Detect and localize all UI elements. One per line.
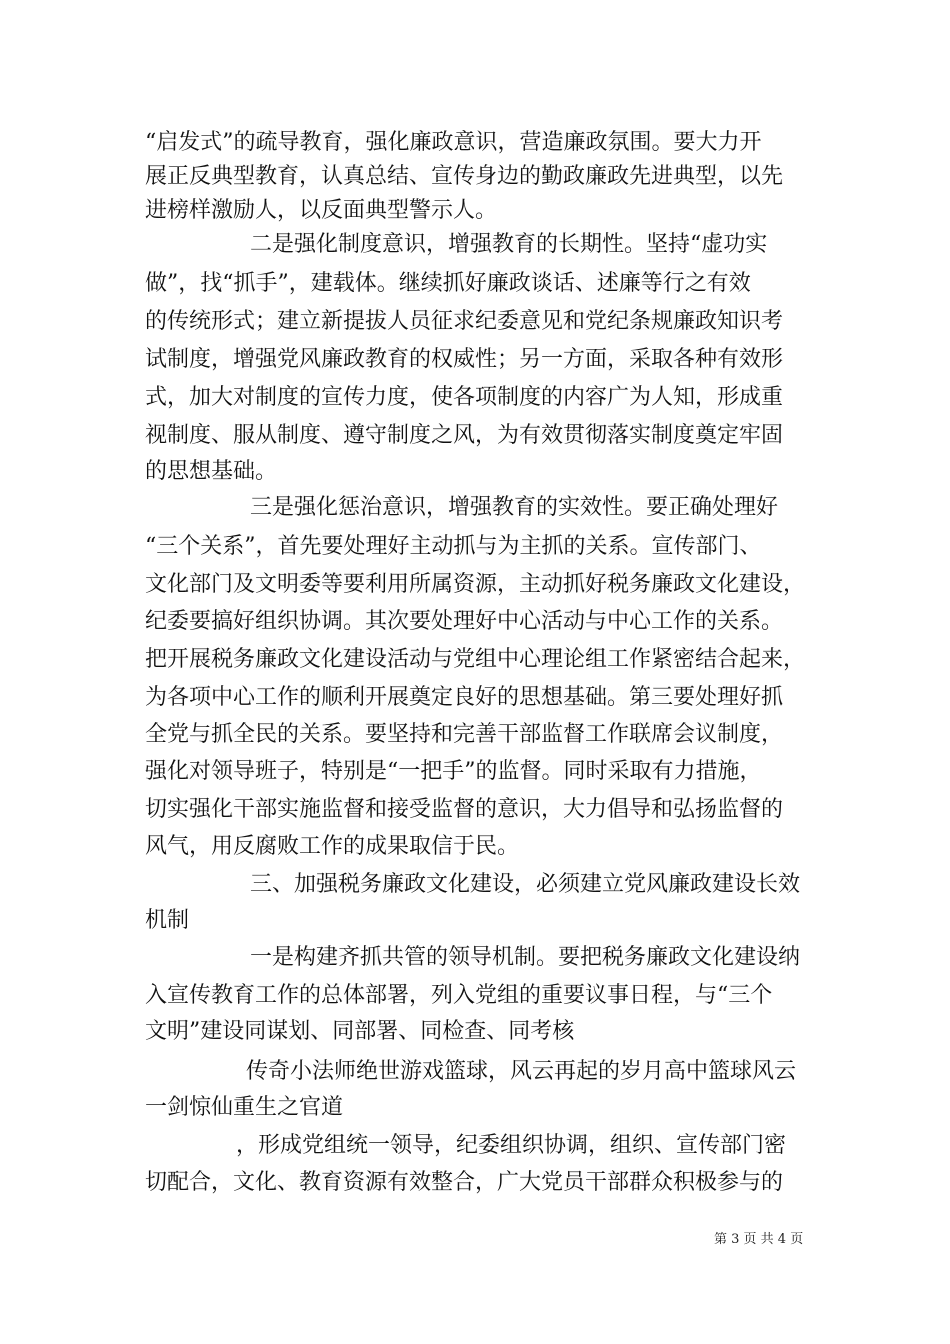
text-line: 做”，找“抓手”，建载体。继续抓好廉政谈话、述廉等行之有效: [145, 271, 751, 296]
text-line: 入宣传教育工作的总体部署，列入党组的重要议事日程，与“三个: [145, 983, 773, 1008]
text-line: 文明”建设同谋划、同部署、同检查、同考核: [145, 1019, 575, 1044]
text-line: “启发式”的疏导教育，强化廉政意识，营造廉政氛围。要大力开: [145, 130, 762, 155]
text-line: 把开展税务廉政文化建设活动与党组中心理论组工作紧密结合起来，: [145, 647, 806, 672]
page-number-footer: 第 3 页 共 4 页: [714, 1232, 804, 1247]
text-line: 纪委要搞好组织协调。其次要处理好中心活动与中心工作的关系。: [145, 609, 784, 634]
text-line: 的传统形式；建立新提拔人员征求纪委意见和党纪条规廉政知识考: [145, 309, 784, 334]
text-line: 三是强化惩治意识，增强教育的实效性。要正确处理好: [250, 495, 779, 520]
text-line: 式，加大对制度的宣传力度，使各项制度的内容广为人知，形成重: [145, 385, 784, 410]
text-line: 一是构建齐抓共管的领导机制。要把税务廉政文化建设纳: [250, 945, 801, 970]
section-heading: 机制: [145, 908, 190, 933]
text-line: 传奇小法师绝世游戏篮球，风云再起的岁月高中篮球风云: [246, 1059, 797, 1084]
text-line: 切配合，文化、教育资源有效整合，广大党员干部群众积极参与的: [145, 1170, 784, 1195]
text-line: 为各项中心工作的顺利开展奠定良好的思想基础。第三要处理好抓: [145, 685, 784, 710]
text-line: 一剑惊仙重生之官道: [145, 1095, 344, 1120]
text-line: ，形成党组统一领导，纪委组织协调，组织、宣传部门密: [236, 1133, 787, 1158]
section-heading: 三、加强税务廉政文化建设，必须建立党风廉政建设长效: [250, 872, 801, 897]
text-line: 进榜样激励人，以反面典型警示人。: [145, 198, 498, 223]
text-line: 切实强化干部实施监督和接受监督的意识，大力倡导和弘扬监督的: [145, 797, 784, 822]
text-line: 风气，用反腐败工作的成果取信于民。: [145, 834, 520, 859]
text-line: 文化部门及文明委等要利用所属资源，主动抓好税务廉政文化建设，: [145, 572, 806, 597]
text-line: 展正反典型教育，认真总结、宣传身边的勤政廉政先进典型，以先: [145, 164, 784, 189]
text-line: 二是强化制度意识，增强教育的长期性。坚持“虚功实: [250, 232, 768, 257]
text-line: “三个关系”，首先要处理好主动抓与为主抓的关系。宣传部门、: [145, 534, 762, 559]
text-line: 的思想基础。: [145, 459, 278, 484]
text-line: 试制度，增强党风廉政教育的权威性；另一方面，采取各种有效形: [145, 347, 784, 372]
text-line: 视制度、服从制度、遵守制度之风，为有效贯彻落实制度奠定牢固: [145, 423, 784, 448]
text-line: 全党与抓全民的关系。要坚持和完善干部监督工作联席会议制度，: [145, 722, 784, 747]
text-line: 强化对领导班子，特别是“一把手”的监督。同时采取有力措施，: [145, 759, 762, 784]
